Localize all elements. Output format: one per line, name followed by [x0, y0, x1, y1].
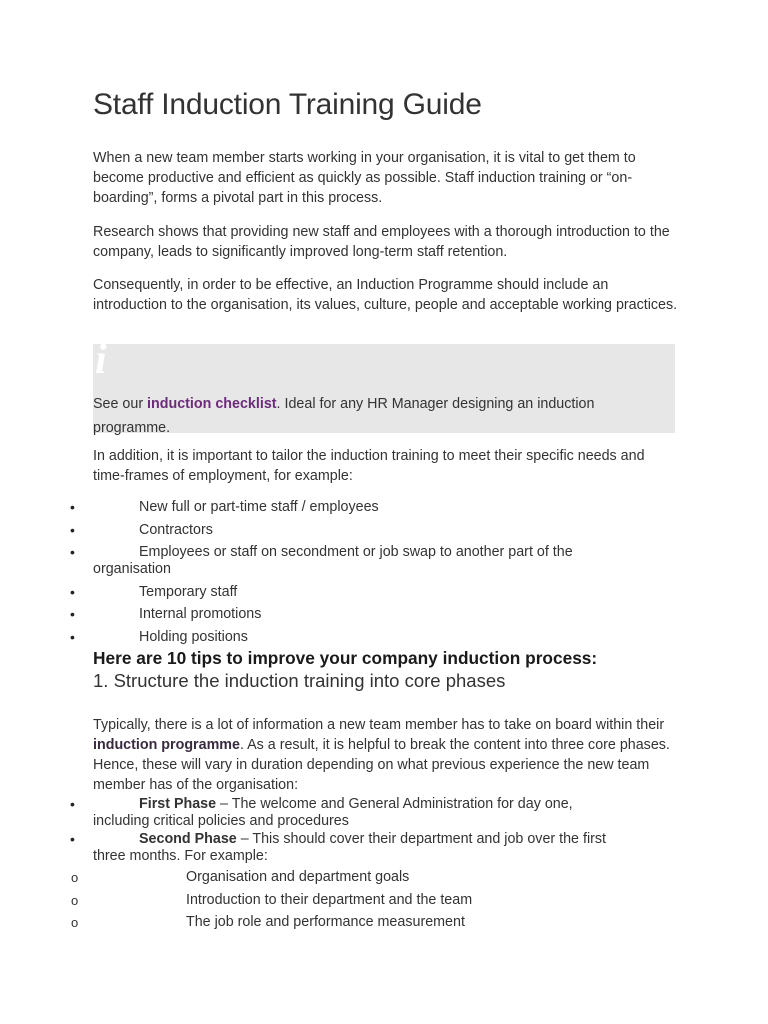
bullet-icon: •: [70, 796, 75, 812]
phase-name: Second Phase: [139, 831, 237, 847]
sub-bullet-icon: o: [71, 915, 79, 930]
list-item: Holding positions: [139, 629, 248, 645]
bullet-icon: •: [70, 584, 75, 600]
sub-bullet-icon: o: [71, 893, 79, 908]
tailor-paragraph: In addition, it is important to tailor the induction training to meet their specific needs and time-frames of employment, for example:: [93, 448, 645, 484]
bullet-icon: •: [70, 499, 75, 515]
intro-paragraph-3: Consequently, in order to be effective, an Induction Programme should include an introduction to the organisation, its values, culture, people and acceptable working practices.: [93, 277, 678, 313]
callout-suffix: . Ideal for any HR Manager designing an induction programme.: [93, 396, 595, 436]
bullet-icon: •: [70, 522, 75, 538]
callout-prefix: See our: [93, 396, 148, 412]
list-item: New full or part-time staff / employees: [139, 499, 379, 515]
tips-heading: Here are 10 tips to improve your company induction process:: [93, 648, 598, 668]
page-title: Staff Induction Training Guide: [93, 88, 482, 121]
bullet-icon: •: [70, 606, 75, 622]
list-item: Temporary staff: [139, 584, 238, 600]
induction-programme-term: induction programme: [93, 737, 240, 753]
bullet-icon: •: [70, 831, 75, 847]
list-item: Contractors: [139, 522, 213, 538]
phase-item: First Phase – The welcome and General Administration for day one,: [139, 796, 573, 812]
sub-bullet-icon: o: [71, 870, 79, 885]
list-item-continuation: organisation: [93, 561, 171, 577]
list-item: Employees or staff on secondment or job swap to another part of the: [139, 544, 573, 560]
phase-item-continuation: three months. For example:: [93, 848, 268, 864]
section-1-paragraph: Typically, there is a lot of information a new team member has to take on board within their induction programme. As a result, it is helpful to break the content into three core phases. Hence, these will vary in duration depending on what previous experience the new team member has of the organisation:: [93, 717, 670, 793]
callout-text: [93, 392, 663, 440]
phase-item: Second Phase – This should cover their department and job over the first: [139, 831, 607, 847]
phase-item-continuation: including critical policies and procedures: [93, 813, 349, 829]
sub-list-item: Introduction to their department and the team: [186, 892, 473, 908]
bullet-icon: •: [70, 544, 75, 560]
phase-name: First Phase: [139, 796, 217, 812]
list-item: Internal promotions: [139, 606, 262, 622]
info-callout: [93, 337, 675, 436]
info-icon: i: [95, 337, 107, 383]
intro-paragraph-2: Research shows that providing new staff and employees with a thorough introduction to the company, leads to significantly improved long-term staff retention.: [93, 224, 670, 260]
section-1-heading: 1. Structure the induction training into core phases: [93, 670, 506, 691]
intro-paragraph-1: When a new team member starts working in your organisation, it is vital to get them to become productive and efficient as quickly as possible. Staff induction training or “on-boarding”, forms a pivotal part in this process.: [93, 150, 636, 206]
bullet-icon: •: [70, 629, 75, 645]
induction-checklist-link[interactable]: induction checklist: [147, 396, 277, 412]
sub-list-item: The job role and performance measurement: [186, 914, 465, 930]
sub-list-item: Organisation and department goals: [186, 869, 410, 885]
